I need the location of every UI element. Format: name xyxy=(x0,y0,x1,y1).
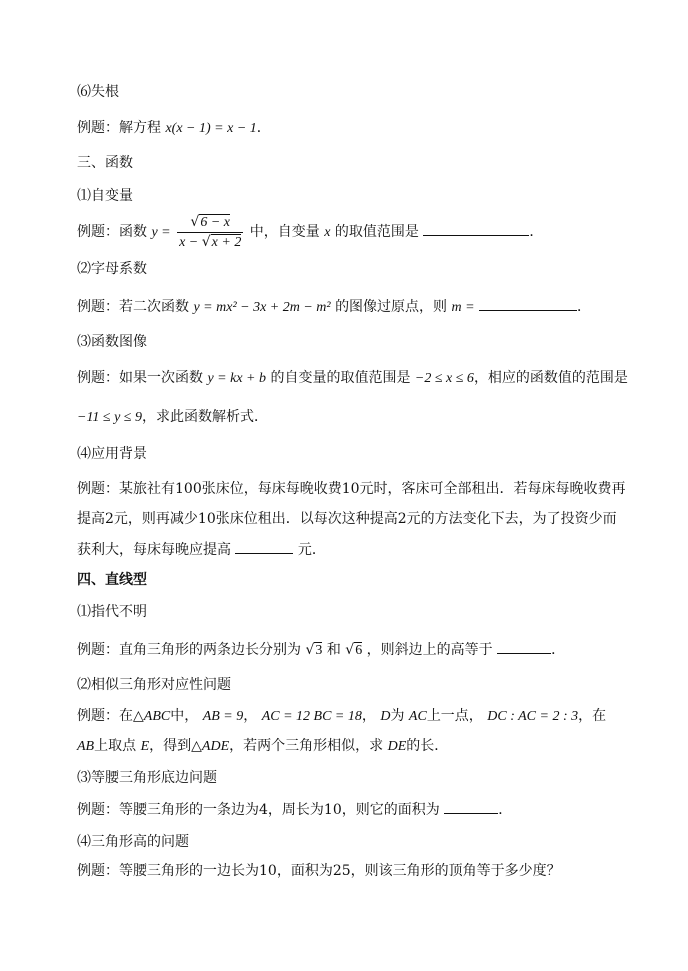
example-f3-line2: −11 ≤ y ≤ 9，求此函数解析式． xyxy=(77,409,268,425)
example-g2-line2: AB上取点 E，得到△ADE，若两个三角形相似，求 DE的长． xyxy=(77,738,449,754)
f2-heading: ⑵字母系数 xyxy=(77,261,147,277)
fraction: $\frac{√6 - x}{x - √x + 2}$ xyxy=(179,213,242,250)
g1-heading: ⑴指代不明 xyxy=(77,604,147,620)
answer-blank[interactable] xyxy=(479,296,577,311)
equation: y = mx² − 3x + 2m − m² xyxy=(193,300,331,315)
f3-heading: ⑶函数图像 xyxy=(77,334,147,350)
example-g1: 例题：直角三角形的两条边长分别为 √3 和 √6 ，则斜边上的高等于 ． xyxy=(77,639,565,661)
g4-heading: ⑷三角形高的问题 xyxy=(77,834,189,850)
example-f1: 例题：函数 y = $\frac{√6 - x}{x - √x + 2}$ 中，自变量 x 的取值范围是 ． xyxy=(77,213,544,250)
answer-blank[interactable] xyxy=(497,639,551,654)
section-4-title: 四、直线型 xyxy=(77,572,147,588)
equation: x(x − 1) = x − 1 xyxy=(165,121,257,136)
answer-blank[interactable] xyxy=(444,799,498,814)
example-g3: 例题：等腰三角形的一条边为4，周长为10，则它的面积为 ． xyxy=(77,799,512,820)
g3-heading: ⑶等腰三角形底边问题 xyxy=(77,770,217,786)
answer-blank[interactable] xyxy=(235,539,293,554)
f4-heading: ⑷应用背景 xyxy=(77,446,147,462)
example-g4: 例题：等腰三角形的一边长为10，面积为25，则该三角形的顶角等于多少度？ xyxy=(77,863,561,879)
section-3-title: 三、函数 xyxy=(77,155,133,171)
f1-heading: ⑴自变量 xyxy=(77,188,133,204)
example-f4-line2: 提高2元，则再减少10张床位租出．以每次这种提高2元的方法变化下去，为了投资少而 xyxy=(77,511,617,527)
example-f3-line1: 例题：如果一次函数 y = kx + b 的自变量的取值范围是 −2 ≤ x ≤ 6，相应的函数值的范围是 xyxy=(77,370,628,386)
example-f2: 例题：若二次函数 y = mx² − 3x + 2m − m² 的图像过原点，则 m = ． xyxy=(77,296,591,318)
example-f4-line1: 例题：某旅社有100张床位，每床每晚收费10元时，客床可全部租出．若每床每晚收费再 xyxy=(77,481,626,497)
example-s6: 例题：解方程 x(x − 1) = x − 1． xyxy=(77,120,271,136)
example-g2-line1: 例题：在△ABC中， AB = 9， AC = 12 BC = 18， D为 AC上一点， DC : AC = 2 : 3，在 xyxy=(77,708,607,724)
example-f4-line3: 获利大，每床每晚应提高 元． xyxy=(77,539,326,560)
answer-blank[interactable] xyxy=(423,221,529,236)
g2-heading: ⑵相似三角形对应性问题 xyxy=(77,677,231,693)
section-6-heading: ⑹失根 xyxy=(77,84,119,100)
